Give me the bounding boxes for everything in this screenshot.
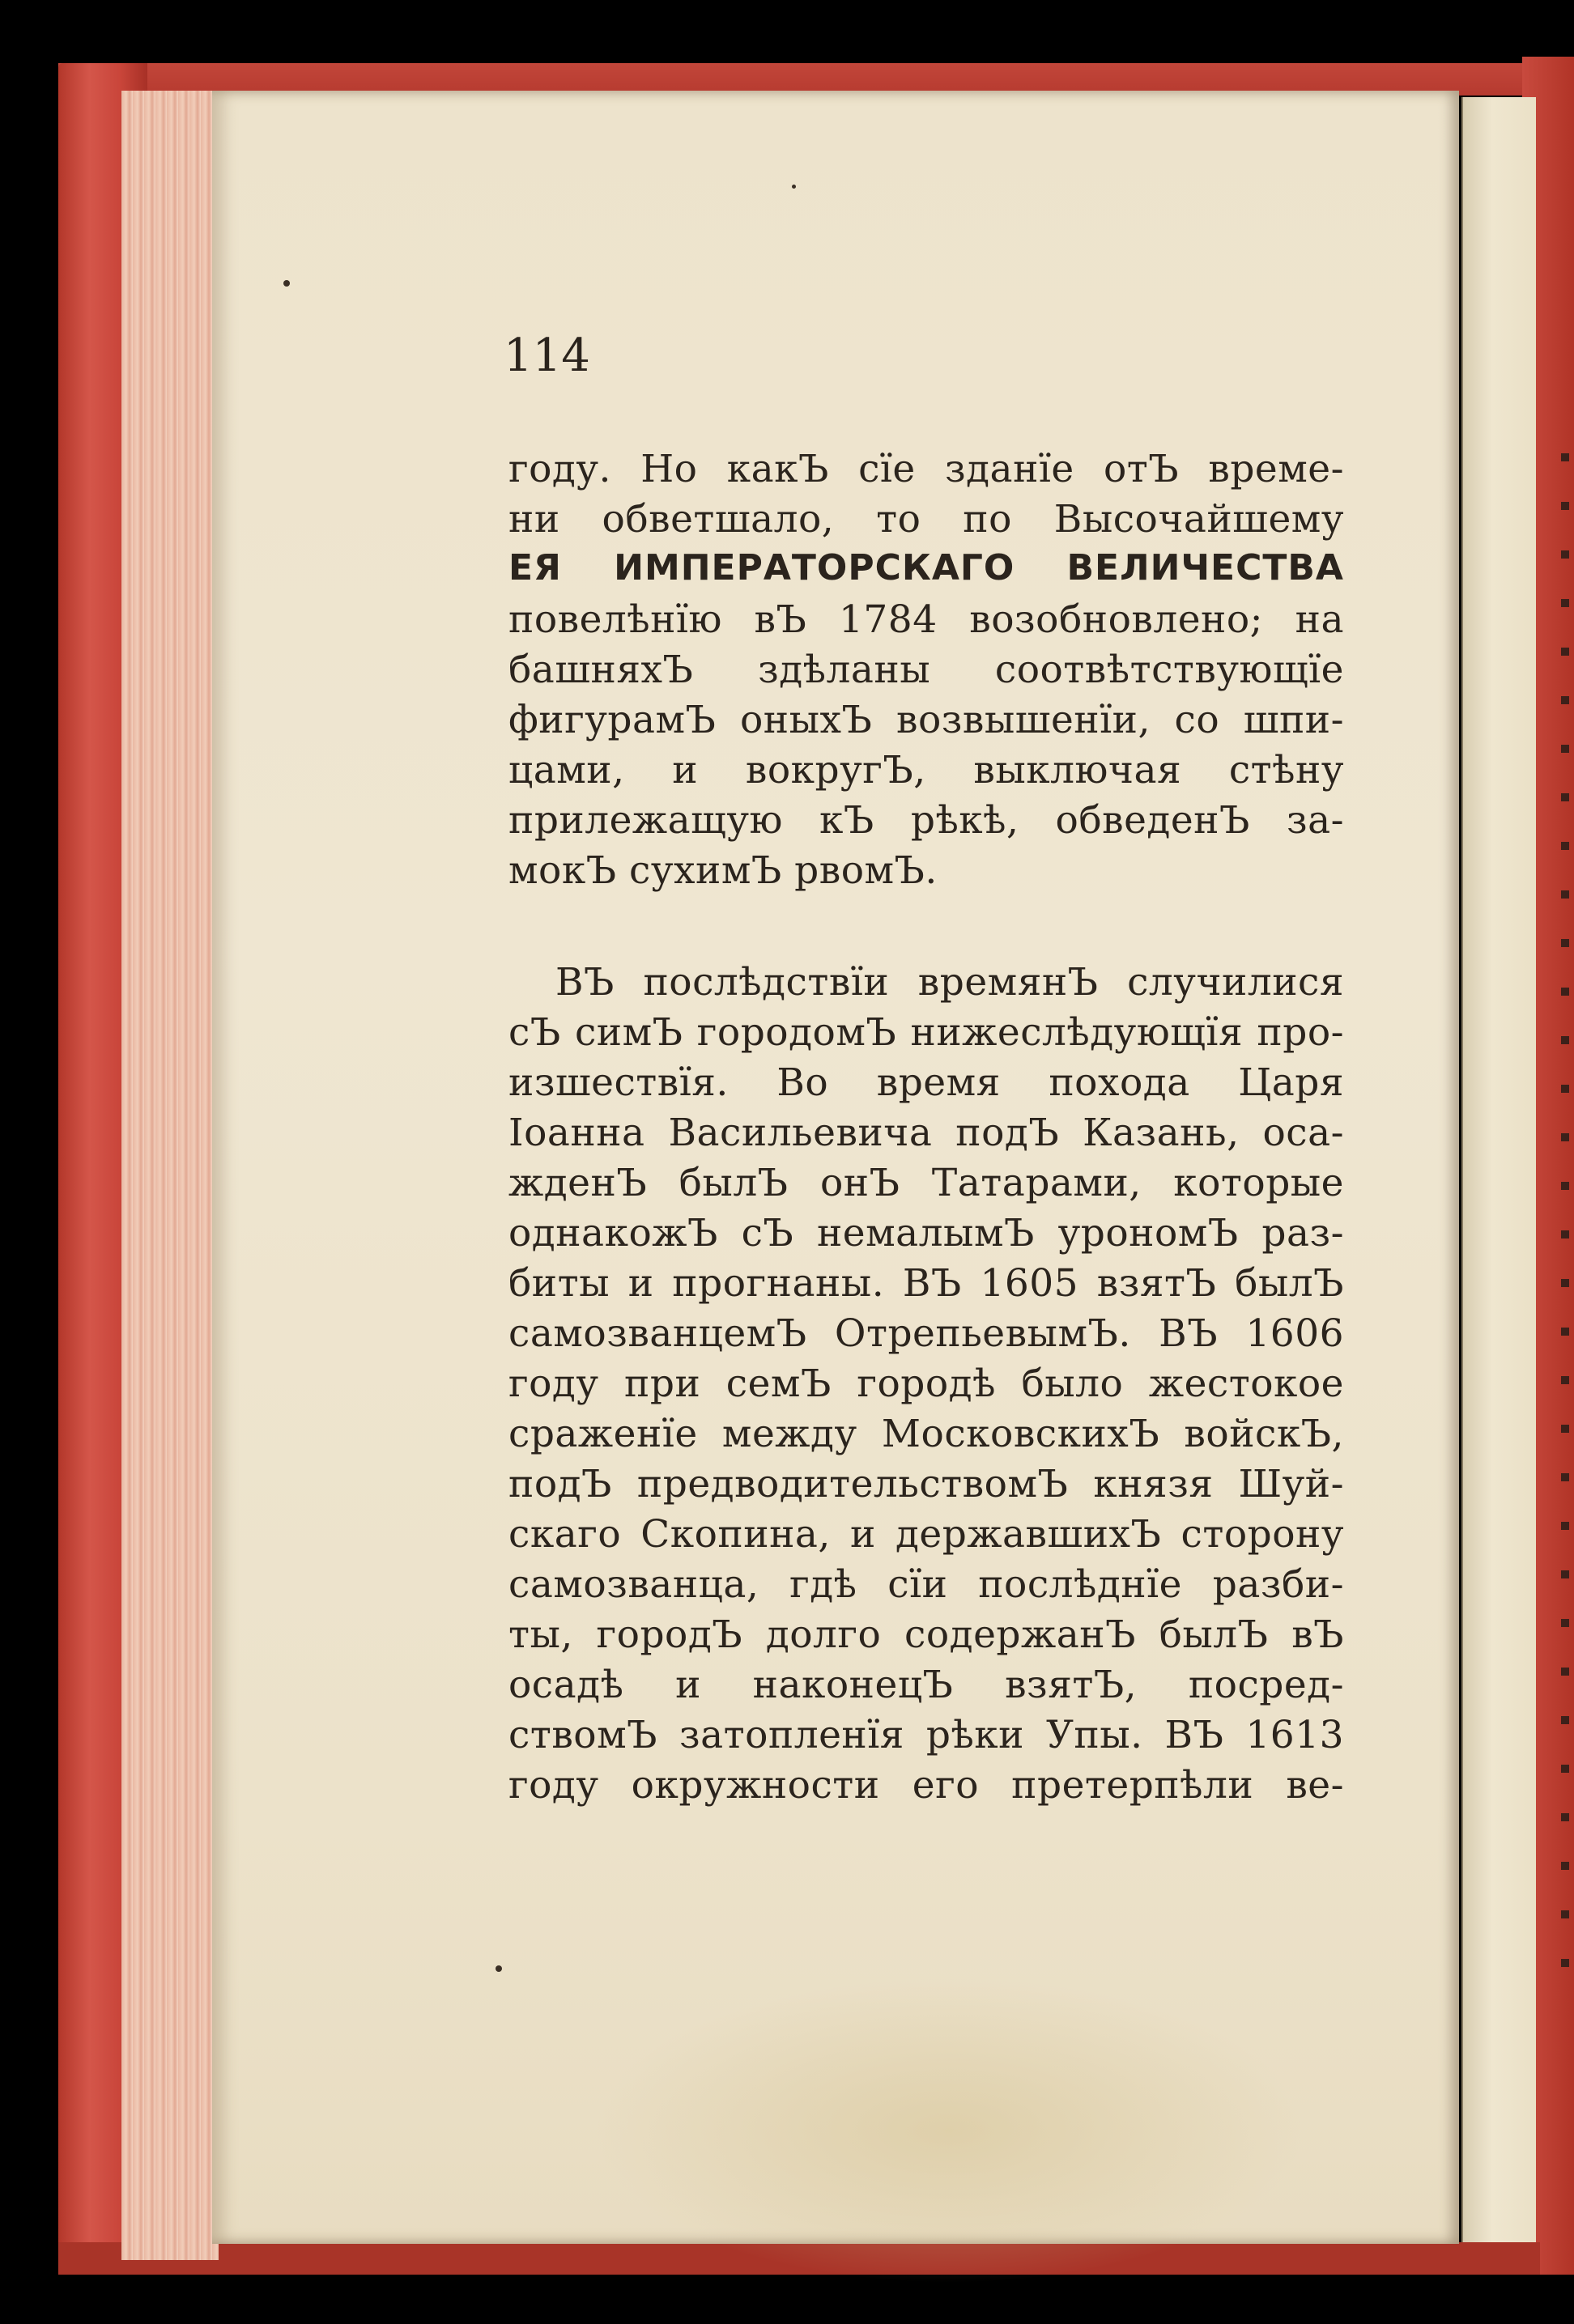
text-line: цами, и вокругЪ, выключая стѣну: [508, 748, 1344, 792]
page-number: 114: [504, 329, 590, 382]
text-line: биты и прогнаны. ВЪ 1605 взятЪ былЪ: [508, 1261, 1344, 1306]
text-line: самозванцемЪ ОтрепьевымЪ. ВЪ 1606: [508, 1311, 1344, 1356]
text-line: году при семЪ городѣ было жестокое: [508, 1362, 1344, 1406]
text-line: Іоанна Васильевича подЪ Казань, оса-: [508, 1111, 1344, 1155]
text-line: прилежащую кЪ рѣкѣ, обведенЪ за-: [508, 798, 1344, 843]
text-line: однакожЪ сЪ немалымЪ урономЪ раз-: [508, 1211, 1344, 1255]
page-fore-edge: [121, 91, 219, 2260]
water-stain: [593, 1977, 1305, 2284]
ink-speck: [283, 280, 290, 287]
text-line: сраженїе между МосковскихЪ войскЪ,: [508, 1412, 1344, 1456]
text-line: ВЪ послѣдствїи времянЪ случилися: [555, 960, 1344, 1005]
text-line: мокЪ сухимЪ рвомЪ.: [508, 848, 938, 893]
text-line: жденЪ былЪ онЪ Татарами, которые: [508, 1161, 1344, 1205]
text-line: башняхЪ здѣланы соотвѣтствующїе: [508, 648, 1344, 692]
text-line: году окружности его претерпѣли ве-: [508, 1763, 1344, 1808]
facing-page-text-edge: [1561, 453, 1569, 1991]
facing-page: [1461, 97, 1536, 2242]
text-line: сЪ симЪ городомЪ нижеслѣдующїя про-: [508, 1010, 1344, 1055]
ink-speck: [496, 1965, 502, 1972]
ink-speck: [792, 185, 796, 189]
text-line: самозванца, гдѣ сїи послѣднїе разби-: [508, 1562, 1344, 1607]
text-line: ствомЪ затопленїя рѣки Упы. ВЪ 1613: [508, 1713, 1344, 1757]
text-line: фигурамЪ оныхЪ возвышенїи, со шпи-: [508, 698, 1344, 742]
text-line: подЪ предводительствомЪ князя Шуй-: [508, 1462, 1344, 1506]
text-line: ЕЯ ИМПЕРАТОРСКАГО ВЕЛИЧЕСТВА: [508, 547, 1344, 588]
text-line: году. Но какЪ сїе зданїе отЪ време-: [508, 447, 1344, 491]
text-line: ни обветшало, то по Высочайшему: [508, 497, 1344, 542]
text-line: ты, городЪ долго содержанЪ былЪ вЪ: [508, 1612, 1344, 1657]
text-line: скаго Скопина, и державшихЪ сторону: [508, 1512, 1344, 1557]
text-line: изшествїя. Во время похода Царя: [508, 1060, 1344, 1105]
text-line: повелѣнїю вЪ 1784 возобновлено; на: [508, 597, 1344, 642]
text-line: осадѣ и наконецЪ взятЪ, посред-: [508, 1663, 1344, 1707]
